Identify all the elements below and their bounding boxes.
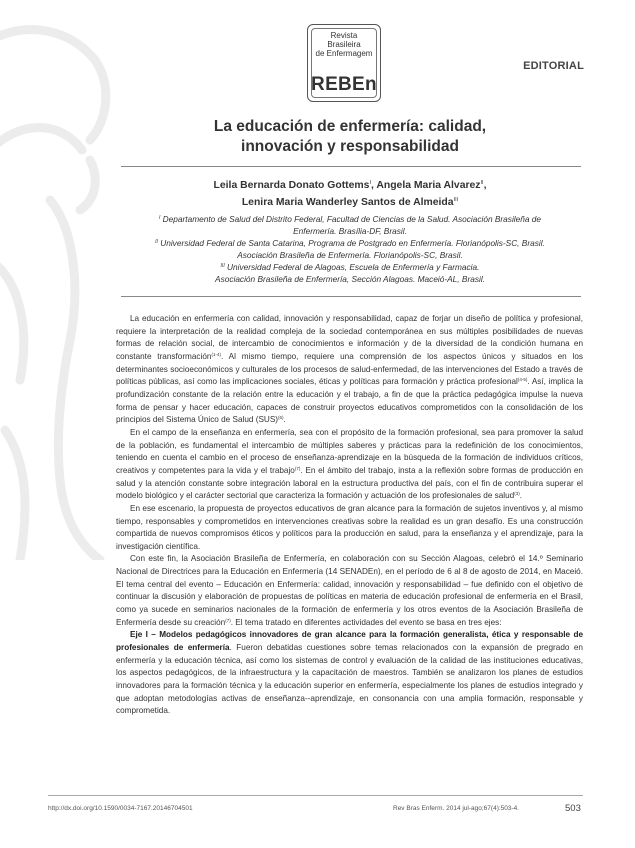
p5-text: . Fueron debatidas cuestiones sobre temas relacionados con la expansión de pregrado en enfermería y la educación técnica, así como los sistemas de control y evaluación de la calidad de las instituciones educativas, los aspectos pedagógicos, de la infraestructura y la capacitación de maestros. También se analizaron los planes de estudios innovadores para la formación técnica y la educación superior en enfermería, especialmente los planes de estudios integrado y que adoptan metodologías activas de enseñanza--aprendizaje, en consonancia con una amplia formación, responsable y comprometida. <box>116 643 583 716</box>
p1-ref-1: (1-4) <box>211 351 221 357</box>
affil-2-sup: II <box>155 239 158 246</box>
p4-text-b: . El tema tratado en diferentes actividades del evento se basa en tres ejes: <box>230 617 502 627</box>
logo-line-3: de Enfermagem <box>315 49 373 58</box>
p4-ref: (7) <box>225 617 231 623</box>
paragraph-1 <box>116 313 583 427</box>
p5-heading: Eje I – Modelos pedagógicos innovadores de gran alcance para la formación generalista, ética y responsable de profesionales de enfermería <box>116 630 583 653</box>
author-1: Leila Bernarda Donato Gottems <box>213 180 370 191</box>
affil-3-line-2: Asociación Brasileña de Enfermería, Sección Alagoas. Maceió-AL, Brasil. <box>215 273 485 284</box>
affil-1-line-2: Enfermería. Brasília-DF, Brasil. <box>293 225 407 236</box>
p4-text-a: Con este fin, la Asociación Brasileña de Enfermería, en colaboración con su Sección Alagoas, celebró el 14.º Seminario Nacional de Directrices para la Educación en Enfermería (14 SENADEn), en el período de 6 al 8 de agosto de 2014, en Maceió. El tema central del evento – Educación en Enfermería: calidad, innovación y responsabilidad – fue definido con el objetivo de continuar la discusión y elaboración de propuestas de políticas en materia de educación profesional de enfermería en el Brasil, como ya sucede en seminarios nacionales de la formación de enfermería y los otros eventos de la Asociación Brasileña de Enfermería desde su creación <box>116 554 583 627</box>
logo-line-2: Brasileira <box>327 40 361 49</box>
affil-1-sup: I <box>158 215 161 221</box>
author-3-sup: III <box>453 197 459 203</box>
affil-3-line-1: Universidad Federal de Alagoas, Escuela de Enfermería y Farmacia. <box>227 262 480 273</box>
paragraph-5 <box>116 629 583 718</box>
p2-ref-1: (7) <box>294 465 301 471</box>
paragraph-4 <box>116 553 583 629</box>
affil-2-line-2: Asociación Brasileña de Enfermería. Florianópolis-SC, Brasil. <box>237 249 463 260</box>
p1-text-b: . Al mismo tiempo, requiere una comprensión de los aspectos únicos y situados en los determinantes socioeconómicos y culturales de los procesos de salud-enfermedad, de las intervenciones del Estado a través de políticas públicas, así como las implicaciones sociales, éticas y políticas para formación y práctica profesional <box>116 351 584 387</box>
p1-text-d: . <box>283 415 286 425</box>
p2-ref-2: (3) <box>514 491 520 497</box>
article-body <box>116 313 583 718</box>
title-line-2: innovación y responsabilidad <box>241 138 459 155</box>
author-1-sup: I <box>369 180 371 186</box>
title-line-1: La educación de enfermería: calidad, <box>213 118 487 135</box>
p1-text-a: La educación en enfermería con calidad, innovación y responsabilidad, capaz de forjar un diseño de política y profesional, requiere la interpretación de la realidad compleja de la sociedad contemporánea en sus múltiples posibilidades de nuevas formas de relación social, de intercambio de conocimientos e información y de la diversidad de la condición humana en constante transformación <box>116 314 583 361</box>
p2-text-a: En el campo de la enseñanza en enfermería, sea con el propósito de la formación profesional, sea para promover la salud de la población, es fundamental el intercambio de múltiples saberes y prácticas para la redefinición de los conocimientos, teniendo en cuenta el cambio en el proceso de enseñanza-aprendizaje en la búsqueda de la formación de individuos críticos, creativos y competentes para la vida y el trabajo <box>116 427 583 475</box>
authors <box>120 176 580 210</box>
affil-1-line-1: Departamento de Salud del Distrito Federal, Facultad de Ciencias de la Salud. Asociación Brasileña de <box>162 214 542 224</box>
author-2-sup: II <box>480 180 484 186</box>
affil-2-line-1: Universidad Federal de Santa Catarina, Programa de Postgrado en Enfermería. Florianópolis-SC, Brasil. <box>160 238 545 249</box>
section-label: EDITORIAL <box>523 60 584 72</box>
footer-rule <box>48 795 583 796</box>
doi-link[interactable]: http://dx.doi.org/10.1590/0034-7167.20146704501 <box>48 805 193 812</box>
paragraph-3: En ese escenario, la propuesta de proyectos educativos de gran alcance para la formación de sujetos inventivos y, al mismo tiempo, responsables y comprometidos en intervenciones creativas sobre la realidad es un gran desafío. Es una construcción compartida de nuevos compromisos éticos y políticos para la producción en salud, para la enseñanza y el aprendizaje, para la investigación científica. <box>116 503 583 551</box>
article-title <box>120 117 580 157</box>
title-rule <box>121 166 581 167</box>
journal-citation: Rev Bras Enferm. 2014 jul-ago;67(4):503-4. <box>393 805 520 812</box>
paragraph-2 <box>116 427 583 503</box>
author-2-tail: , <box>483 180 487 191</box>
page-number: 503 <box>565 803 581 814</box>
p1-ref-2: (4-5) <box>517 377 528 383</box>
author-3: Lenira Maria Wanderley Santos de Almeida <box>241 197 454 208</box>
p1-ref-3: (6) <box>278 415 284 421</box>
logo-brand: REBEn <box>311 74 377 95</box>
affil-3-sup: III <box>220 263 225 270</box>
header-rule <box>121 296 581 297</box>
p2-text-b: . En el ámbito del trabajo, insta a la reflexión sobre formas de producción en salud y la atención constante sobre integración laboral en la estructura productiva del país, con el fin de contribuira superar el modelo biológico y el carácter sectorial que caracteriza la formación y actuación de los profesionales de salud <box>116 465 583 501</box>
affiliations <box>120 213 580 286</box>
journal-logo <box>307 24 381 102</box>
author-2: , Angela Maria Alvarez <box>370 180 481 191</box>
p1-text-c: . Así, implica la profundización constante de la relación entre la educación y el trabajo, a fin de que la práctica pedagógica impulse la nueva forma de pensar y hacer educación, capaces de construir proyectos educativos comprometidos con la consolidación de los principios del Sistema Único de Salud (SUS) <box>116 377 583 425</box>
watermark-figure <box>0 0 120 560</box>
p2-text-c: . <box>519 491 522 501</box>
logo-line-1: Revista <box>330 31 358 40</box>
